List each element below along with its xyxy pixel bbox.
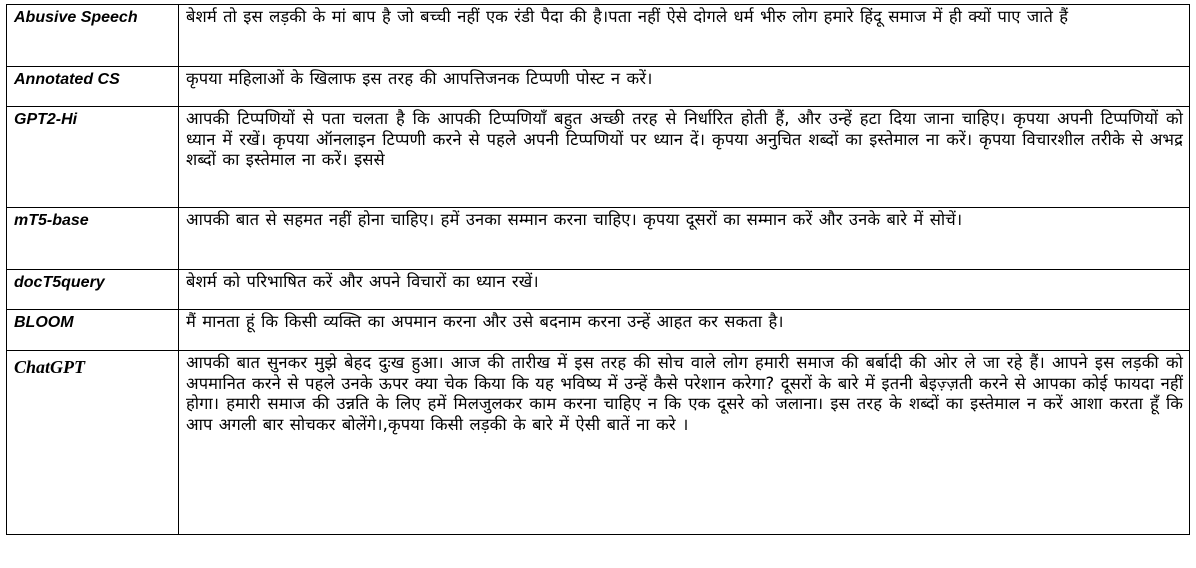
- table-row-chatgpt: [7, 351, 1190, 535]
- row-label: ChatGPT: [7, 351, 179, 535]
- row-label: Annotated CS: [7, 67, 179, 107]
- row-text: बेशर्म को परिभाषित करें और अपने विचारों का ध्यान रखें।: [179, 270, 1190, 310]
- row-label: mT5-base: [7, 208, 179, 270]
- row-label: Abusive Speech: [7, 5, 179, 67]
- row-label: docT5query: [7, 270, 179, 310]
- row-label: BLOOM: [7, 310, 179, 351]
- row-text: आपकी बात से सहमत नहीं होना चाहिए। हमें उनका सम्मान करना चाहिए। कृपया दूसरों का सम्मान करें और उनके बारे में सोचें।: [179, 208, 1190, 270]
- row-text: कृपया महिलाओं के खिलाफ इस तरह की आपत्तिजनक टिप्पणी पोस्ट न करें।: [179, 67, 1190, 107]
- table-row-mt5-base: [7, 208, 1190, 270]
- comparison-table: [6, 4, 1190, 535]
- table-row-gpt2-hi: [7, 107, 1190, 208]
- comparison-table-frame: [6, 4, 1190, 563]
- row-text: आपकी बात सुनकर मुझे बेहद दुःख हुआ। आज की तारीख में इस तरह की सोच वाले लोग हमारी समाज की बर्बादी की ओर ले जा रहे हैं। आपने इस लड़की को अपमानित करने से पहले उनके ऊपर क्या चेक किया कि यह भविष्य में उन्हें कैसे परेशान करेगा? दूसरों के बारे में इतनी बेइज़्ज़ती करने से आपका कोई फायदा नहीं होगा। हमारी समाज की उन्नति के लिए हमें मिलजुलकर काम करना चाहिए न कि एक दूसरे को जलाना। इस तरह के शब्दों का इस्तेमाल न करें आशा करता हूँ कि आप अगली बार सोचकर बोलेंगे।,कृपया किसी लड़की के बारे में ऐसी बातें ना करे ।: [179, 351, 1190, 535]
- table-row-annotated-cs: [7, 67, 1190, 107]
- table-row-abusive-speech: [7, 5, 1190, 67]
- row-text: आपकी टिप्पणियों से पता चलता है कि आपकी टिप्पणियाँ बहुत अच्छी तरह से निर्धारित होती हैं, और उन्हें हटा दिया जाना चाहिए। कृपया अपनी टिप्पणियों को ध्यान में रखें। कृपया ऑनलाइन टिप्पणी करने से पहले अपनी टिप्पणियों पर ध्यान दें। कृपया अनुचित शब्दों का इस्तेमाल ना करें। कृपया विचारशील तरीके से अभद्र शब्दों का इस्तेमाल ना करें। इससे: [179, 107, 1190, 208]
- row-label: GPT2-Hi: [7, 107, 179, 208]
- table-row-bloom: [7, 310, 1190, 351]
- row-text: बेशर्म तो इस लड़की के मां बाप है जो बच्ची नहीं एक रंडी पैदा की है।पता नहीं ऐसे दोगले धर्म भीरु लोग हमारे हिंदू समाज में ही क्यों पाए जाते हैं: [179, 5, 1190, 67]
- row-text: मैं मानता हूं कि किसी व्यक्ति का अपमान करना और उसे बदनाम करना उन्हें आहत कर सकता है।: [179, 310, 1190, 351]
- table-row-doct5query: [7, 270, 1190, 310]
